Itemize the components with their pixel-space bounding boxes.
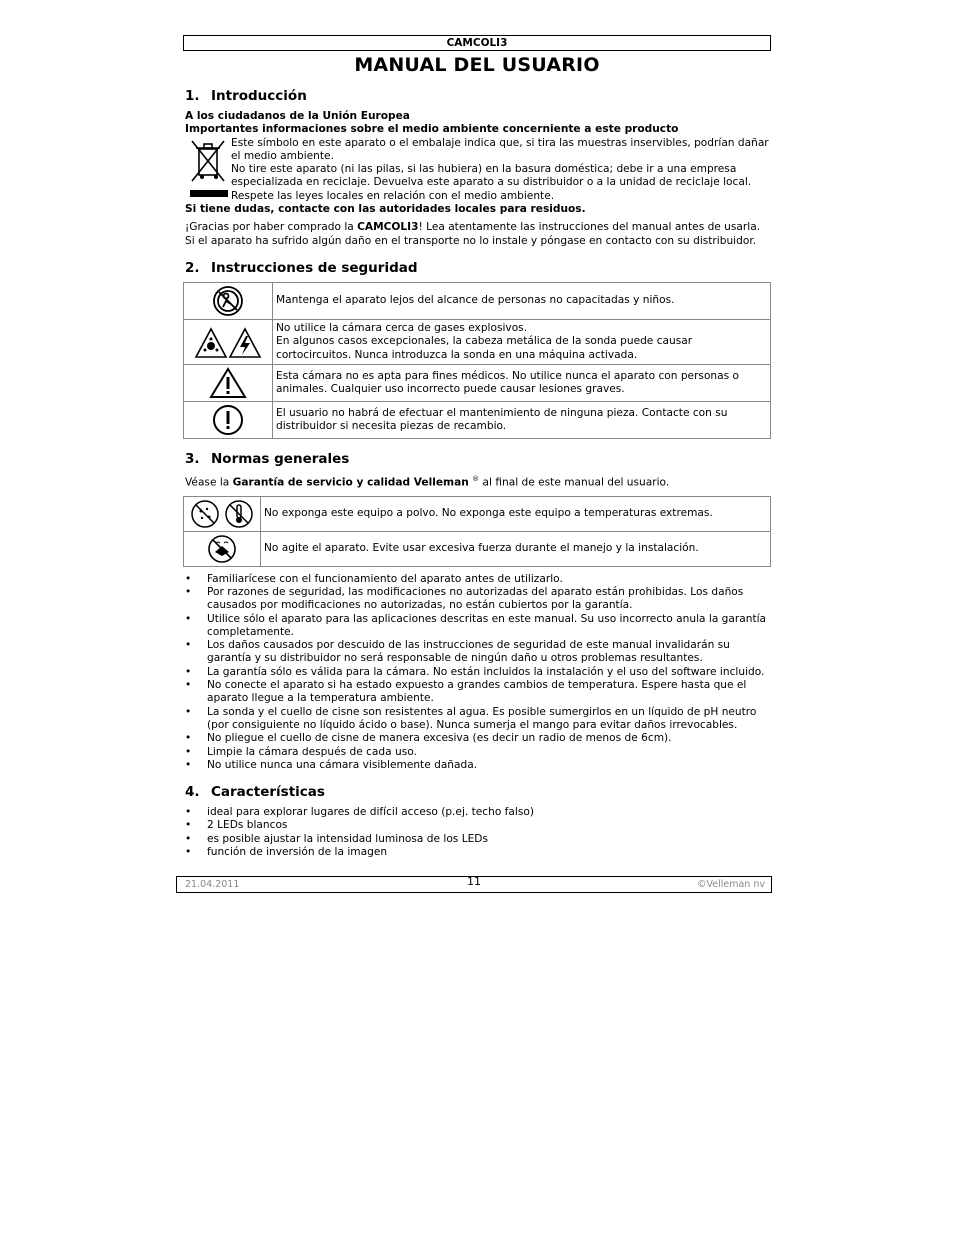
list-item: • es posible ajustar la intensidad luminosa de los LEDs (207, 833, 771, 846)
table-row (184, 364, 771, 401)
general-row-2-text: No agite el aparato. Evite usar excesiva fuerza durante el manejo y la instalación. (261, 531, 771, 566)
list-item: • Los daños causados por descuido de las instrucciones de seguridad de este manual invalidarán su garantía y su distribuidor no será responsable de ningún daño u otros problemas resultantes. (207, 639, 771, 666)
list-item: • La garantía sólo es válida para la cámara. No están incluidos la instalación y el uso del software incluido. (207, 666, 771, 679)
list-item: • ideal para explorar lugares de difícil acceso (p.ej. techo falso) (207, 806, 771, 819)
table-row (184, 319, 771, 364)
no-shake-icon (184, 531, 261, 566)
section-3-heading: 3. Normas generales (185, 450, 350, 467)
eu-line-2: Importantes informaciones sobre el medio ambiente concerniente a este producto (185, 123, 679, 136)
table-row (184, 401, 771, 438)
safety-table (183, 282, 771, 439)
warranty-reference: Véase la Garantía de servicio y calidad Velleman ® al final de este manual del usuario. (185, 474, 670, 489)
list-item: • No utilice nunca una cámara visiblemente dañada. (207, 759, 771, 772)
manual-page (183, 35, 771, 859)
weee-bin-icon (185, 137, 231, 203)
explosive-electric-icon (184, 319, 273, 364)
list-item: • No pliegue el cuello de cisne de manera excesiva (es decir un radio de menos de 6cm). (207, 732, 771, 745)
section-1-heading: 1. Introducción (185, 88, 307, 104)
model-header: CAMCOLI3 (183, 35, 771, 51)
list-item: • Por razones de seguridad, las modificaciones no autorizadas del aparato están prohibidas. Los daños causados por modificaciones no autorizadas, no están cubiertos por la garantía. (207, 586, 771, 613)
list-item: • Limpie la cámara después de cada uso. (207, 746, 771, 759)
features-bullets (183, 806, 771, 859)
warning-triangle-icon (184, 364, 273, 401)
exclamation-circle-icon (184, 401, 273, 438)
table-row (184, 531, 771, 566)
safety-row-2-text: No utilice la cámara cerca de gases explosivos. En algunos casos excepcionales, la cabeza metálica de la sonda puede causar cortocircuitos. Nunca introduzca la sonda en una máquina activada. (273, 319, 771, 364)
weee-text-2: No tire este aparato (ni las pilas, si las hubiera) en la basura doméstica; debe ir a una empresa especializada en reciclaje. Devuelva este aparato a su distribuidor o a la unidad de reciclaje local. Respete las leyes locales en relación con el medio ambiente. (231, 163, 752, 202)
doubt-line: Si tiene dudas, contacte con las autoridades locales para residuos. (185, 203, 586, 216)
list-item: • 2 LEDs blancos (207, 819, 771, 832)
safety-row-4-text: El usuario no habrá de efectuar el mantenimiento de ninguna pieza. Contacte con su distribuidor si necesita piezas de recambio. (273, 401, 771, 438)
weee-text-1: Este símbolo en este aparato o el embalaje indica que, si tira las muestras inservibles, podrían dañar el medio ambiente. (231, 136, 769, 162)
table-row (184, 282, 771, 319)
safety-row-3-text: Esta cámara no es apta para fines médicos. No utilice nunca el aparato con personas o animales. Cualquier uso incorrecto puede causar lesiones graves. (273, 364, 771, 401)
section-2-heading: 2. Instrucciones de seguridad (185, 259, 418, 276)
page-title: MANUAL DEL USUARIO (354, 54, 600, 76)
page-number: 11 (467, 875, 481, 888)
list-item: • No conecte el aparato si ha estado expuesto a grandes cambios de temperatura. Espere hasta que el aparato llegue a la temperatura ambiente. (207, 679, 771, 706)
eu-line-1: A los ciudadanos de la Unión Europea (185, 110, 410, 122)
dust-temperature-icon (184, 496, 261, 531)
list-item: • Utilice sólo el aparato para las aplicaciones descritas en este manual. Su uso incorrecto anula la garantía completamente. (207, 613, 771, 640)
list-item: • La sonda y el cuello de cisne son resistentes al agua. Es posible sumergirlos en un líquido de pH neutro (por consiguiente no líquido ácido o base). Nunca sumerja el mango para evitar daños irrevocables. (207, 706, 771, 733)
table-row (184, 496, 771, 531)
weee-block (185, 137, 771, 203)
footer-date: 21.04.2011 (185, 879, 240, 890)
footer-copyright: ©Velleman nv (697, 879, 765, 890)
section-4-heading: 4. Características (185, 784, 325, 801)
page-footer (176, 876, 772, 893)
list-item: • función de inversión de la imagen (207, 846, 771, 859)
list-item: • Familiarícese con el funcionamiento del aparato antes de utilizarlo. (207, 573, 771, 586)
thanks-paragraph: ¡Gracias por haber comprado la CAMCOLI3! Lea atentamente las instrucciones del manual antes de usarla. Si el aparato ha sufrido algún daño en el transporte no lo instale y póngase en contacto con su distribuidor. (185, 221, 761, 247)
keep-away-children-icon (184, 282, 273, 319)
general-row-1-text: No exponga este equipo a polvo. No exponga este equipo a temperaturas extremas. (261, 496, 771, 531)
safety-row-1-text: Mantenga el aparato lejos del alcance de personas no capacitadas y niños. (273, 282, 771, 319)
general-bullets (183, 573, 771, 772)
general-table (183, 496, 771, 567)
